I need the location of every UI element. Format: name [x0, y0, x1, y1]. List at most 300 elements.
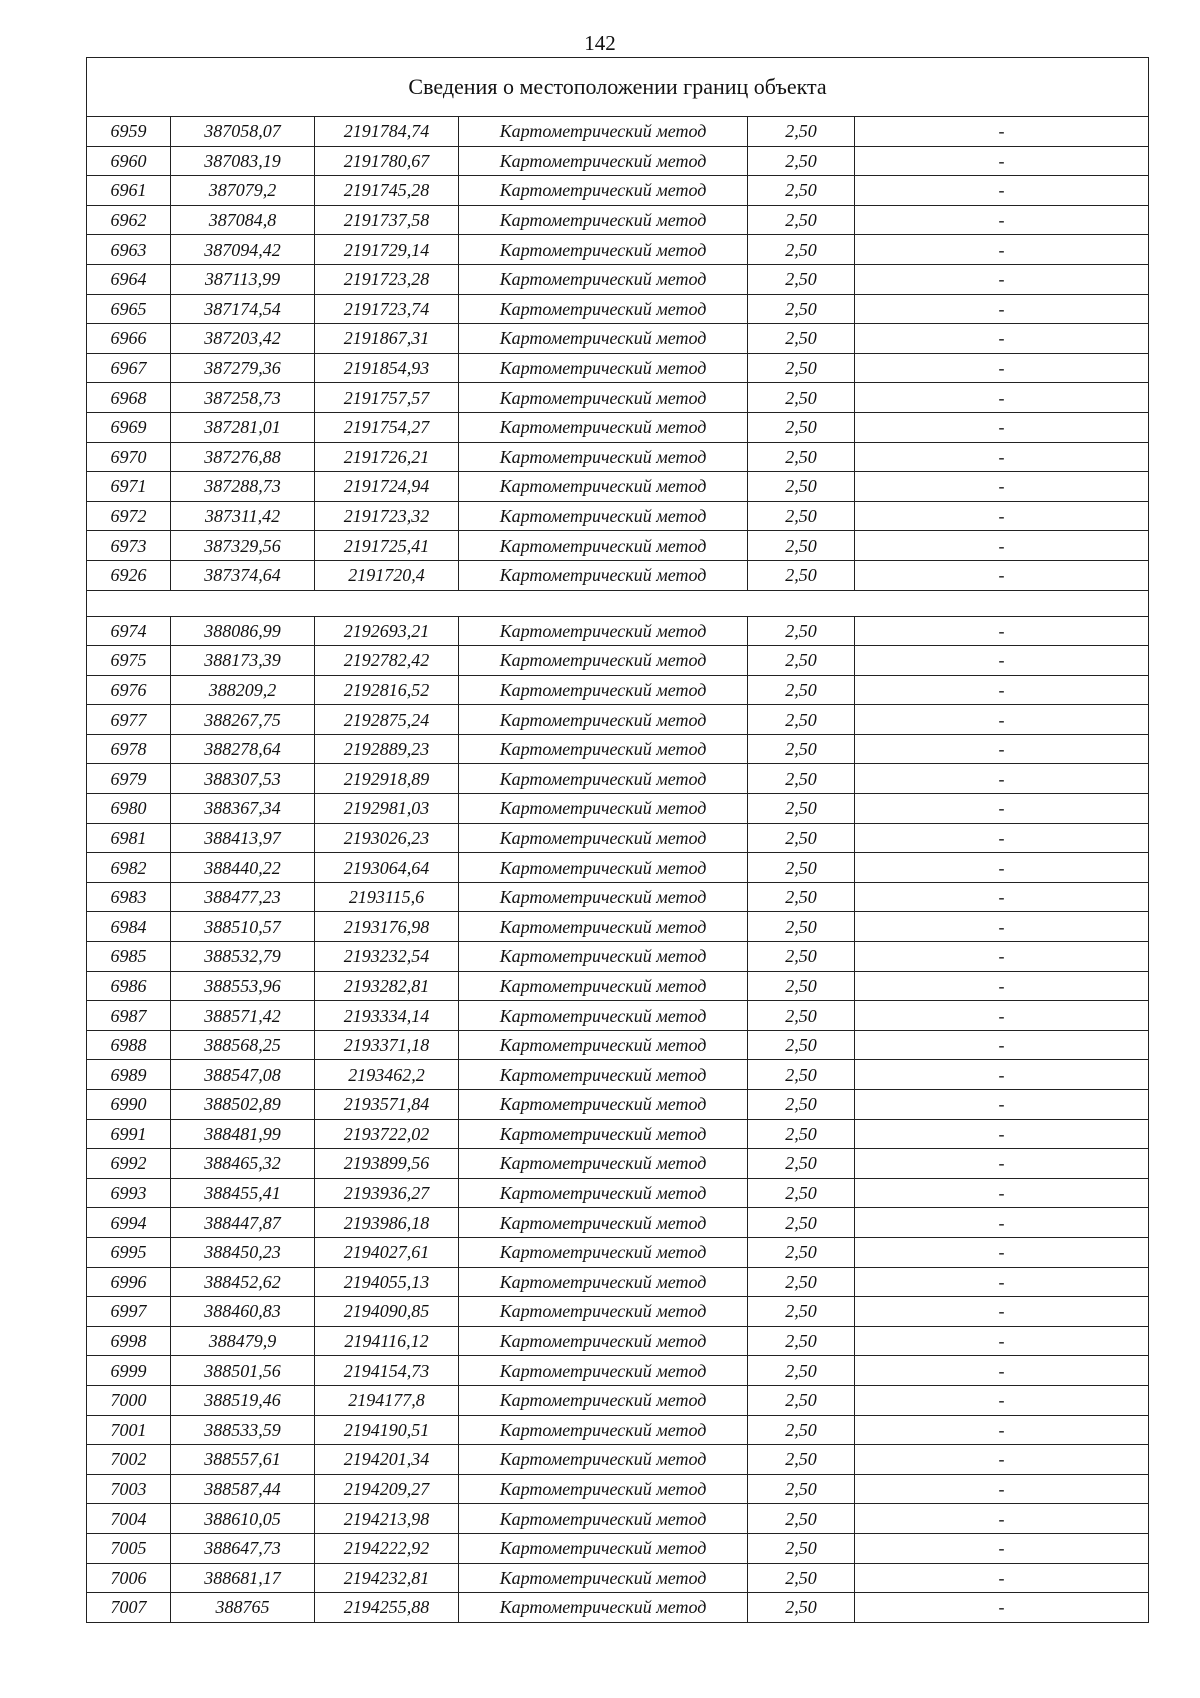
point-number-cell: 6996 — [87, 1267, 171, 1297]
accuracy-cell: 2,50 — [748, 1208, 855, 1238]
y-coordinate-cell: 2194177,8 — [315, 1385, 459, 1415]
point-number-cell: 7006 — [87, 1563, 171, 1593]
method-cell: Картометрический метод — [459, 1178, 748, 1208]
description-cell: - — [855, 472, 1149, 502]
description-cell: - — [855, 942, 1149, 972]
table-row — [87, 560, 1149, 590]
point-number-cell: 6977 — [87, 705, 171, 735]
point-number-cell: 6978 — [87, 734, 171, 764]
point-number-cell: 6967 — [87, 353, 171, 383]
point-number-cell: 6960 — [87, 146, 171, 176]
x-coordinate-cell: 388173,39 — [171, 646, 315, 676]
point-number-cell: 6970 — [87, 442, 171, 472]
y-coordinate-cell: 2191726,21 — [315, 442, 459, 472]
y-coordinate-cell: 2191737,58 — [315, 205, 459, 235]
x-coordinate-cell: 388502,89 — [171, 1090, 315, 1120]
x-coordinate-cell: 388571,42 — [171, 1001, 315, 1031]
point-number-cell: 6980 — [87, 794, 171, 824]
y-coordinate-cell: 2193115,6 — [315, 882, 459, 912]
accuracy-cell: 2,50 — [748, 117, 855, 147]
description-cell: - — [855, 646, 1149, 676]
y-coordinate-cell: 2194154,73 — [315, 1356, 459, 1386]
description-cell: - — [855, 531, 1149, 561]
x-coordinate-cell: 387258,73 — [171, 383, 315, 413]
method-cell: Картометрический метод — [459, 353, 748, 383]
method-cell: Картометрический метод — [459, 1001, 748, 1031]
accuracy-cell: 2,50 — [748, 1593, 855, 1623]
x-coordinate-cell: 388086,99 — [171, 616, 315, 646]
y-coordinate-cell: 2192918,89 — [315, 764, 459, 794]
x-coordinate-cell: 388209,2 — [171, 675, 315, 705]
table-row — [87, 353, 1149, 383]
x-coordinate-cell: 388481,99 — [171, 1119, 315, 1149]
x-coordinate-cell: 387083,19 — [171, 146, 315, 176]
x-coordinate-cell: 387276,88 — [171, 442, 315, 472]
point-number-cell: 6966 — [87, 324, 171, 354]
description-cell: - — [855, 734, 1149, 764]
table-row — [87, 383, 1149, 413]
x-coordinate-cell: 387311,42 — [171, 501, 315, 531]
table-row — [87, 1445, 1149, 1475]
method-cell: Картометрический метод — [459, 1208, 748, 1238]
table-row — [87, 1563, 1149, 1593]
y-coordinate-cell: 2194116,12 — [315, 1326, 459, 1356]
x-coordinate-cell: 387058,07 — [171, 117, 315, 147]
description-cell: - — [855, 675, 1149, 705]
table-row — [87, 235, 1149, 265]
x-coordinate-cell: 387288,73 — [171, 472, 315, 502]
table-row — [87, 616, 1149, 646]
table-row — [87, 442, 1149, 472]
description-cell: - — [855, 1237, 1149, 1267]
point-number-cell: 7005 — [87, 1533, 171, 1563]
table-row — [87, 1090, 1149, 1120]
table-row — [87, 1474, 1149, 1504]
method-cell: Картометрический метод — [459, 942, 748, 972]
method-cell: Картометрический метод — [459, 205, 748, 235]
table-row — [87, 971, 1149, 1001]
y-coordinate-cell: 2191723,74 — [315, 294, 459, 324]
x-coordinate-cell: 388455,41 — [171, 1178, 315, 1208]
x-coordinate-cell: 387113,99 — [171, 264, 315, 294]
table-row — [87, 882, 1149, 912]
x-coordinate-cell: 388479,9 — [171, 1326, 315, 1356]
boundary-table-container — [86, 57, 1148, 1623]
y-coordinate-cell: 2193371,18 — [315, 1030, 459, 1060]
x-coordinate-cell: 388450,23 — [171, 1237, 315, 1267]
accuracy-cell: 2,50 — [748, 235, 855, 265]
method-cell: Картометрический метод — [459, 734, 748, 764]
point-number-cell: 6989 — [87, 1060, 171, 1090]
y-coordinate-cell: 2193176,98 — [315, 912, 459, 942]
description-cell: - — [855, 324, 1149, 354]
table-row — [87, 734, 1149, 764]
accuracy-cell: 2,50 — [748, 646, 855, 676]
y-coordinate-cell: 2194055,13 — [315, 1267, 459, 1297]
table-row — [87, 1356, 1149, 1386]
y-coordinate-cell: 2193282,81 — [315, 971, 459, 1001]
method-cell: Картометрический метод — [459, 235, 748, 265]
y-coordinate-cell: 2191757,57 — [315, 383, 459, 413]
point-number-cell: 7001 — [87, 1415, 171, 1445]
method-cell: Картометрический метод — [459, 176, 748, 206]
table-row — [87, 412, 1149, 442]
x-coordinate-cell: 388533,59 — [171, 1415, 315, 1445]
description-cell: - — [855, 1208, 1149, 1238]
point-number-cell: 6993 — [87, 1178, 171, 1208]
description-cell: - — [855, 971, 1149, 1001]
table-row — [87, 1593, 1149, 1623]
table-title-row — [87, 58, 1149, 117]
y-coordinate-cell: 2193232,54 — [315, 942, 459, 972]
point-number-cell: 7004 — [87, 1504, 171, 1534]
description-cell: - — [855, 1001, 1149, 1031]
accuracy-cell: 2,50 — [748, 1474, 855, 1504]
accuracy-cell: 2,50 — [748, 383, 855, 413]
y-coordinate-cell: 2193462,2 — [315, 1060, 459, 1090]
accuracy-cell: 2,50 — [748, 1297, 855, 1327]
description-cell: - — [855, 1415, 1149, 1445]
x-coordinate-cell: 388532,79 — [171, 942, 315, 972]
y-coordinate-cell: 2193571,84 — [315, 1090, 459, 1120]
accuracy-cell: 2,50 — [748, 1060, 855, 1090]
accuracy-cell: 2,50 — [748, 1119, 855, 1149]
description-cell: - — [855, 705, 1149, 735]
group-separator-cell — [87, 590, 1149, 616]
table-row — [87, 1060, 1149, 1090]
group-separator-row — [87, 590, 1149, 616]
y-coordinate-cell: 2193899,56 — [315, 1149, 459, 1179]
y-coordinate-cell: 2191867,31 — [315, 324, 459, 354]
y-coordinate-cell: 2194209,27 — [315, 1474, 459, 1504]
point-number-cell: 6979 — [87, 764, 171, 794]
method-cell: Картометрический метод — [459, 616, 748, 646]
point-number-cell: 6981 — [87, 823, 171, 853]
description-cell: - — [855, 1030, 1149, 1060]
accuracy-cell: 2,50 — [748, 1356, 855, 1386]
accuracy-cell: 2,50 — [748, 560, 855, 590]
method-cell: Картометрический метод — [459, 1297, 748, 1327]
description-cell: - — [855, 823, 1149, 853]
accuracy-cell: 2,50 — [748, 531, 855, 561]
accuracy-cell: 2,50 — [748, 1030, 855, 1060]
table-row — [87, 1385, 1149, 1415]
table-row — [87, 1178, 1149, 1208]
description-cell: - — [855, 764, 1149, 794]
method-cell: Картометрический метод — [459, 1385, 748, 1415]
method-cell: Картометрический метод — [459, 1533, 748, 1563]
y-coordinate-cell: 2193986,18 — [315, 1208, 459, 1238]
table-row — [87, 675, 1149, 705]
method-cell: Картометрический метод — [459, 1149, 748, 1179]
method-cell: Картометрический метод — [459, 912, 748, 942]
description-cell: - — [855, 442, 1149, 472]
table-row — [87, 531, 1149, 561]
point-number-cell: 6998 — [87, 1326, 171, 1356]
description-cell: - — [855, 1385, 1149, 1415]
point-number-cell: 7003 — [87, 1474, 171, 1504]
point-number-cell: 6986 — [87, 971, 171, 1001]
accuracy-cell: 2,50 — [748, 1445, 855, 1475]
x-coordinate-cell: 388460,83 — [171, 1297, 315, 1327]
description-cell: - — [855, 1149, 1149, 1179]
accuracy-cell: 2,50 — [748, 971, 855, 1001]
table-row — [87, 205, 1149, 235]
y-coordinate-cell: 2193064,64 — [315, 853, 459, 883]
x-coordinate-cell: 388465,32 — [171, 1149, 315, 1179]
y-coordinate-cell: 2191729,14 — [315, 235, 459, 265]
point-number-cell: 6999 — [87, 1356, 171, 1386]
description-cell: - — [855, 501, 1149, 531]
x-coordinate-cell: 388765 — [171, 1593, 315, 1623]
method-cell: Картометрический метод — [459, 294, 748, 324]
method-cell: Картометрический метод — [459, 823, 748, 853]
x-coordinate-cell: 387094,42 — [171, 235, 315, 265]
method-cell: Картометрический метод — [459, 794, 748, 824]
x-coordinate-cell: 388587,44 — [171, 1474, 315, 1504]
table-row — [87, 942, 1149, 972]
point-number-cell: 6995 — [87, 1237, 171, 1267]
table-row — [87, 646, 1149, 676]
accuracy-cell: 2,50 — [748, 734, 855, 764]
y-coordinate-cell: 2192889,23 — [315, 734, 459, 764]
description-cell: - — [855, 1119, 1149, 1149]
y-coordinate-cell: 2192816,52 — [315, 675, 459, 705]
y-coordinate-cell: 2191854,93 — [315, 353, 459, 383]
accuracy-cell: 2,50 — [748, 1267, 855, 1297]
y-coordinate-cell: 2191723,32 — [315, 501, 459, 531]
x-coordinate-cell: 388557,61 — [171, 1445, 315, 1475]
table-row — [87, 146, 1149, 176]
method-cell: Картометрический метод — [459, 853, 748, 883]
accuracy-cell: 2,50 — [748, 205, 855, 235]
y-coordinate-cell: 2194255,88 — [315, 1593, 459, 1623]
table-title: Сведения о местоположении границ объекта — [87, 58, 1149, 117]
x-coordinate-cell: 388477,23 — [171, 882, 315, 912]
y-coordinate-cell: 2191724,94 — [315, 472, 459, 502]
method-cell: Картометрический метод — [459, 1415, 748, 1445]
method-cell: Картометрический метод — [459, 1090, 748, 1120]
description-cell: - — [855, 1474, 1149, 1504]
accuracy-cell: 2,50 — [748, 764, 855, 794]
method-cell: Картометрический метод — [459, 646, 748, 676]
y-coordinate-cell: 2193722,02 — [315, 1119, 459, 1149]
method-cell: Картометрический метод — [459, 531, 748, 561]
accuracy-cell: 2,50 — [748, 472, 855, 502]
table-body — [87, 58, 1149, 1623]
description-cell: - — [855, 146, 1149, 176]
y-coordinate-cell: 2191720,4 — [315, 560, 459, 590]
method-cell: Картометрический метод — [459, 1593, 748, 1623]
description-cell: - — [855, 1326, 1149, 1356]
accuracy-cell: 2,50 — [748, 1149, 855, 1179]
method-cell: Картометрический метод — [459, 1060, 748, 1090]
x-coordinate-cell: 388547,08 — [171, 1060, 315, 1090]
method-cell: Картометрический метод — [459, 1504, 748, 1534]
method-cell: Картометрический метод — [459, 383, 748, 413]
accuracy-cell: 2,50 — [748, 1504, 855, 1534]
method-cell: Картометрический метод — [459, 442, 748, 472]
x-coordinate-cell: 388568,25 — [171, 1030, 315, 1060]
accuracy-cell: 2,50 — [748, 1326, 855, 1356]
description-cell: - — [855, 235, 1149, 265]
point-number-cell: 6975 — [87, 646, 171, 676]
y-coordinate-cell: 2194232,81 — [315, 1563, 459, 1593]
accuracy-cell: 2,50 — [748, 324, 855, 354]
method-cell: Картометрический метод — [459, 705, 748, 735]
table-row — [87, 1237, 1149, 1267]
y-coordinate-cell: 2194213,98 — [315, 1504, 459, 1534]
method-cell: Картометрический метод — [459, 264, 748, 294]
method-cell: Картометрический метод — [459, 117, 748, 147]
table-row — [87, 1533, 1149, 1563]
method-cell: Картометрический метод — [459, 472, 748, 502]
point-number-cell: 6991 — [87, 1119, 171, 1149]
description-cell: - — [855, 353, 1149, 383]
accuracy-cell: 2,50 — [748, 1415, 855, 1445]
accuracy-cell: 2,50 — [748, 912, 855, 942]
y-coordinate-cell: 2191780,67 — [315, 146, 459, 176]
x-coordinate-cell: 388413,97 — [171, 823, 315, 853]
point-number-cell: 6982 — [87, 853, 171, 883]
description-cell: - — [855, 1356, 1149, 1386]
description-cell: - — [855, 1563, 1149, 1593]
description-cell: - — [855, 1060, 1149, 1090]
method-cell: Картометрический метод — [459, 1474, 748, 1504]
method-cell: Картометрический метод — [459, 1356, 748, 1386]
method-cell: Картометрический метод — [459, 412, 748, 442]
point-number-cell: 6969 — [87, 412, 171, 442]
table-row — [87, 1149, 1149, 1179]
x-coordinate-cell: 388510,57 — [171, 912, 315, 942]
description-cell: - — [855, 383, 1149, 413]
table-row — [87, 324, 1149, 354]
accuracy-cell: 2,50 — [748, 353, 855, 383]
x-coordinate-cell: 388307,53 — [171, 764, 315, 794]
accuracy-cell: 2,50 — [748, 1385, 855, 1415]
accuracy-cell: 2,50 — [748, 616, 855, 646]
table-row — [87, 1267, 1149, 1297]
method-cell: Картометрический метод — [459, 501, 748, 531]
accuracy-cell: 2,50 — [748, 146, 855, 176]
table-row — [87, 472, 1149, 502]
table-row — [87, 705, 1149, 735]
method-cell: Картометрический метод — [459, 1030, 748, 1060]
y-coordinate-cell: 2194027,61 — [315, 1237, 459, 1267]
point-number-cell: 6997 — [87, 1297, 171, 1327]
point-number-cell: 6994 — [87, 1208, 171, 1238]
description-cell: - — [855, 1445, 1149, 1475]
point-number-cell: 6983 — [87, 882, 171, 912]
table-row — [87, 264, 1149, 294]
y-coordinate-cell: 2192875,24 — [315, 705, 459, 735]
point-number-cell: 6971 — [87, 472, 171, 502]
point-number-cell: 6987 — [87, 1001, 171, 1031]
y-coordinate-cell: 2193026,23 — [315, 823, 459, 853]
accuracy-cell: 2,50 — [748, 705, 855, 735]
x-coordinate-cell: 387084,8 — [171, 205, 315, 235]
point-number-cell: 6976 — [87, 675, 171, 705]
table-row — [87, 794, 1149, 824]
point-number-cell: 6990 — [87, 1090, 171, 1120]
description-cell: - — [855, 412, 1149, 442]
description-cell: - — [855, 912, 1149, 942]
table-row — [87, 764, 1149, 794]
description-cell: - — [855, 616, 1149, 646]
accuracy-cell: 2,50 — [748, 942, 855, 972]
accuracy-cell: 2,50 — [748, 675, 855, 705]
accuracy-cell: 2,50 — [748, 882, 855, 912]
table-row — [87, 117, 1149, 147]
method-cell: Картометрический метод — [459, 560, 748, 590]
accuracy-cell: 2,50 — [748, 794, 855, 824]
x-coordinate-cell: 388267,75 — [171, 705, 315, 735]
description-cell: - — [855, 1090, 1149, 1120]
method-cell: Картометрический метод — [459, 1326, 748, 1356]
table-row — [87, 1504, 1149, 1534]
accuracy-cell: 2,50 — [748, 294, 855, 324]
accuracy-cell: 2,50 — [748, 501, 855, 531]
accuracy-cell: 2,50 — [748, 853, 855, 883]
description-cell: - — [855, 1178, 1149, 1208]
description-cell: - — [855, 1593, 1149, 1623]
x-coordinate-cell: 388681,17 — [171, 1563, 315, 1593]
table-row — [87, 853, 1149, 883]
accuracy-cell: 2,50 — [748, 264, 855, 294]
y-coordinate-cell: 2194201,34 — [315, 1445, 459, 1475]
point-number-cell: 7000 — [87, 1385, 171, 1415]
point-number-cell: 6988 — [87, 1030, 171, 1060]
description-cell: - — [855, 294, 1149, 324]
table-row — [87, 1326, 1149, 1356]
x-coordinate-cell: 387281,01 — [171, 412, 315, 442]
method-cell: Картометрический метод — [459, 1445, 748, 1475]
method-cell: Картометрический метод — [459, 882, 748, 912]
x-coordinate-cell: 388452,62 — [171, 1267, 315, 1297]
y-coordinate-cell: 2192981,03 — [315, 794, 459, 824]
accuracy-cell: 2,50 — [748, 412, 855, 442]
boundary-table — [86, 57, 1149, 1623]
x-coordinate-cell: 388647,73 — [171, 1533, 315, 1563]
page-number: 142 — [584, 31, 616, 55]
y-coordinate-cell: 2193334,14 — [315, 1001, 459, 1031]
table-row — [87, 1297, 1149, 1327]
x-coordinate-cell: 388553,96 — [171, 971, 315, 1001]
description-cell: - — [855, 794, 1149, 824]
x-coordinate-cell: 387279,36 — [171, 353, 315, 383]
x-coordinate-cell: 387203,42 — [171, 324, 315, 354]
y-coordinate-cell: 2191745,28 — [315, 176, 459, 206]
x-coordinate-cell: 388610,05 — [171, 1504, 315, 1534]
x-coordinate-cell: 388519,46 — [171, 1385, 315, 1415]
y-coordinate-cell: 2192782,42 — [315, 646, 459, 676]
table-row — [87, 294, 1149, 324]
accuracy-cell: 2,50 — [748, 1090, 855, 1120]
x-coordinate-cell: 388278,64 — [171, 734, 315, 764]
table-row — [87, 1119, 1149, 1149]
x-coordinate-cell: 388367,34 — [171, 794, 315, 824]
method-cell: Картометрический метод — [459, 324, 748, 354]
description-cell: - — [855, 1267, 1149, 1297]
method-cell: Картометрический метод — [459, 1237, 748, 1267]
table-row — [87, 176, 1149, 206]
method-cell: Картометрический метод — [459, 675, 748, 705]
point-number-cell: 6964 — [87, 264, 171, 294]
point-number-cell: 6959 — [87, 117, 171, 147]
accuracy-cell: 2,50 — [748, 1563, 855, 1593]
accuracy-cell: 2,50 — [748, 823, 855, 853]
x-coordinate-cell: 388501,56 — [171, 1356, 315, 1386]
